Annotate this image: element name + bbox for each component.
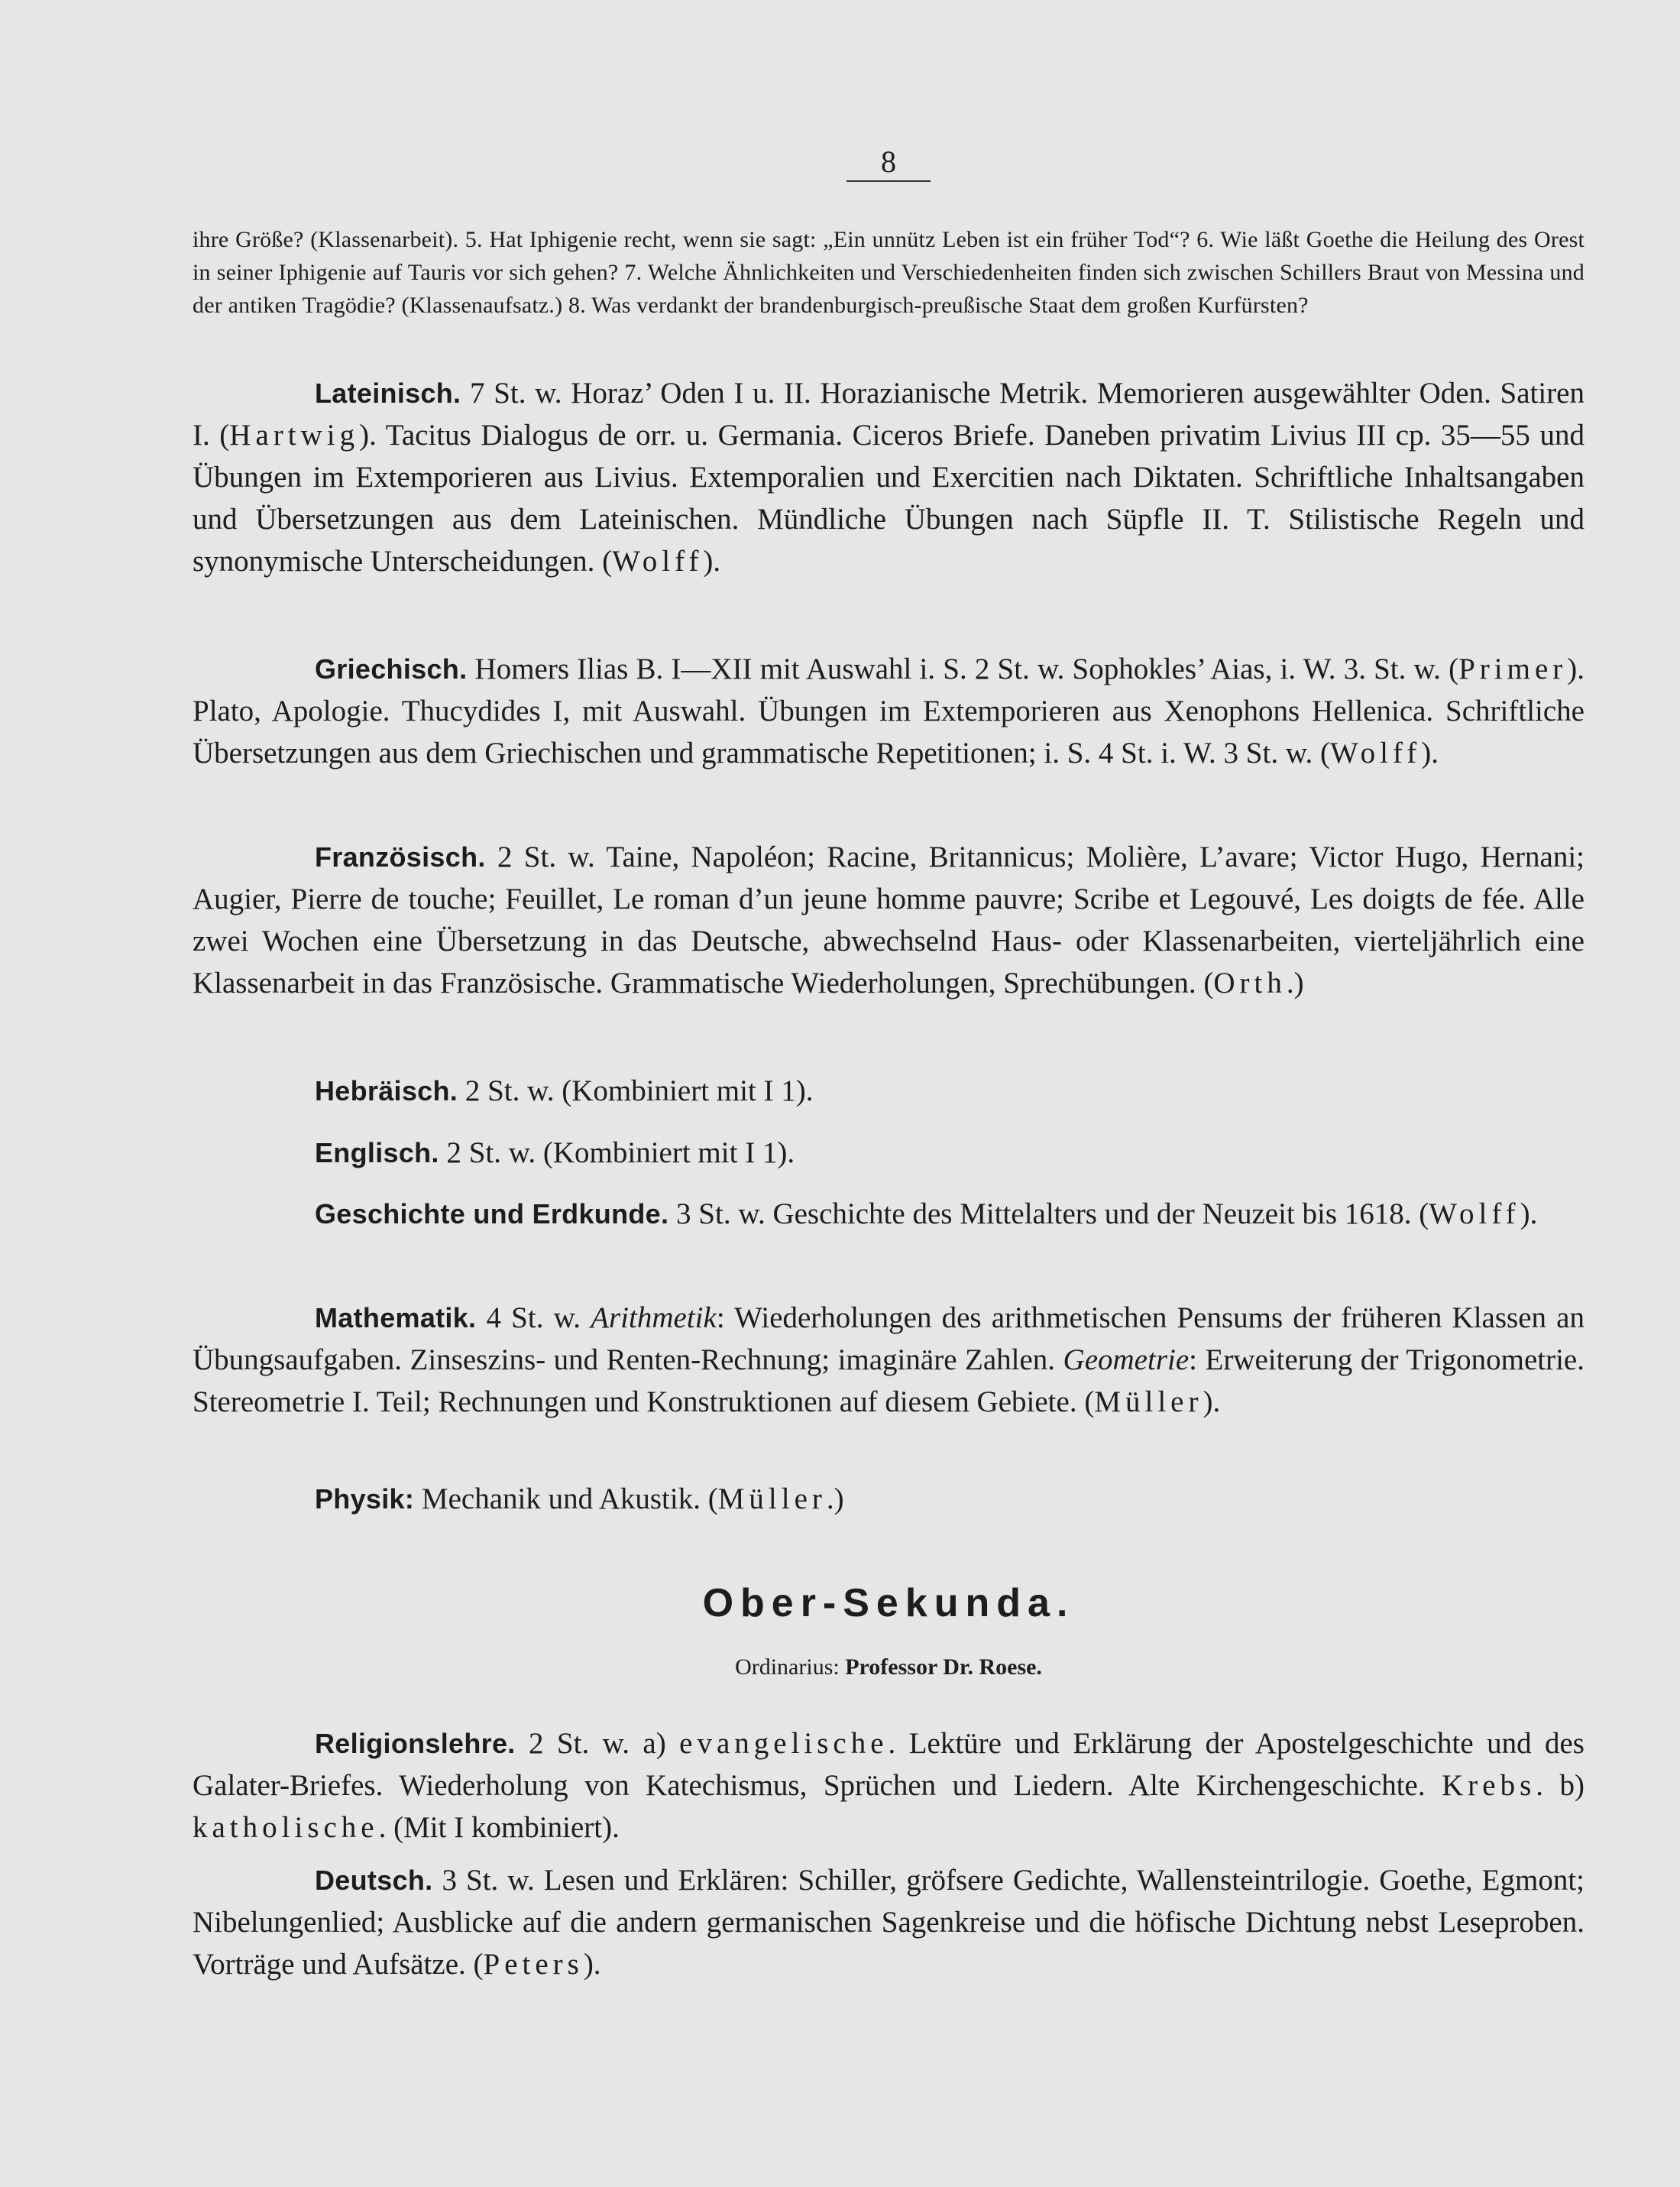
geschichte-teacher: Wolff [1429, 1197, 1520, 1230]
physik-text-2: .) [826, 1482, 844, 1515]
franzoesisch-paragraph [193, 836, 1585, 1004]
religion-text-2: . Lektüre und Erklärung der Apostelgeschichte und des Galater-Briefes. Wiederholung von Katechismus, Sprüchen und Liedern. Alte Kirchengeschichte. [193, 1727, 1585, 1802]
intro-text: ihre Größe? (Klassenarbeit). 5. Hat Iphigenie recht, wenn sie sagt: „Ein unnütz Leben ist ein früher Tod“? 6. Wie läßt Goethe die Heilung des Orest in seiner Iphigenie auf Tauris vor sich gehen? 7. Welche Ähnlichkeiten und Verschiedenheiten finden sich zwischen Schillers Braut von Messina und der antiken Tragödie? (Klassenaufsatz.) 8. Was verdankt der brandenburgisch-preußische Staat dem großen Kurfürsten? [193, 227, 1585, 318]
religion-heading: Religionslehre. [315, 1728, 516, 1759]
physik-teacher: Müller [717, 1482, 827, 1515]
physik-paragraph [193, 1478, 1585, 1520]
mathematik-heading: Mathematik. [315, 1302, 477, 1333]
hebraeisch-heading: Hebräisch. [315, 1075, 458, 1106]
religion-text-3: . b) [1536, 1769, 1585, 1802]
mathematik-paragraph [193, 1297, 1585, 1423]
hebraeisch-paragraph [193, 1070, 1585, 1112]
mathematik-arithmetik: Arithmetik [591, 1301, 717, 1334]
franzoesisch-text-1: 2 St. w. Taine, Napoléon; Racine, Britannicus; Molière, L’avare; Victor Hugo, Hernani; Augier, Pierre de touche; Feuillet, Le roman d’un jeune homme pauvre; Scribe et Legouvé, Les doigts de fée. Alle zwei Wochen eine Übersetzung in das Deutsche, abwechselnd Haus- oder Klassenarbeiten, vierteljährlich eine Klassenarbeit in das Französische. Grammatische Wiederholungen, Sprechübungen. ( [193, 841, 1585, 1000]
franzoesisch-text-2: .) [1286, 967, 1304, 1000]
religion-katholisch: katholische [193, 1811, 379, 1844]
mathematik-text-1: 4 St. w. [476, 1301, 591, 1334]
hebraeisch-text: 2 St. w. (Kombiniert mit I 1). [458, 1074, 814, 1107]
franzoesisch-heading: Französisch. [315, 841, 486, 873]
griechisch-text-2: ). Plato, Apologie. Thucydides I, mit Auswahl. Übungen im Extemporieren aus Xenophons Hellenica. Schriftliche Übersetzungen aus dem Griechischen und grammatische Repetitionen; i. S. 4 St. i. W. 3 St. w. ( [193, 653, 1585, 770]
geschichte-text-1: 3 St. w. Geschichte des Mittelalters und der Neuzeit bis 1618. ( [668, 1197, 1429, 1230]
griechisch-teacher-2: Wolff [1329, 737, 1422, 770]
latein-text-3: ). [703, 545, 721, 578]
latein-text-2: ). Tacitus Dialogus de orr. u. Germania. Ciceros Briefe. Daneben privatim Livius III cp. 35—55 und Übungen im Extemporieren aus Livius. Extemporalien und Exercitien nach Diktaten. Schriftliche Inhaltsangaben und Übersetzungen aus dem Lateinischen. Mündliche Übungen nach Süpfle II. T. Stilistische Regeln und synonymische Unterscheidungen. ( [193, 419, 1585, 578]
latein-text-1: 7 St. w. Horaz’ Oden I u. II. Horazianische Metrik. Memorieren ausgewählter Oden. Satiren I. ( [193, 377, 1585, 452]
geschichte-heading: Geschichte und Erdkunde. [315, 1198, 669, 1230]
latein-teacher-2: Wolff [612, 545, 704, 578]
religion-paragraph [193, 1722, 1585, 1848]
latein-paragraph [193, 372, 1585, 582]
section-title: Ober-Sekunda. [702, 1581, 1075, 1625]
englisch-heading: Englisch. [315, 1137, 439, 1168]
religion-teacher: Krebs [1442, 1769, 1536, 1802]
geschichte-paragraph [193, 1193, 1585, 1235]
latein-heading: Lateinisch. [315, 377, 461, 409]
latein-teacher-1: Hartwig [229, 419, 360, 452]
geschichte-text-2: ). [1520, 1197, 1538, 1230]
englisch-text: 2 St. w. (Kombiniert mit I 1). [439, 1136, 795, 1169]
deutsch-paragraph [193, 1859, 1585, 1985]
griechisch-paragraph [193, 648, 1585, 774]
deutsch-text-1: 3 St. w. Lesen und Erklären: Schiller, gröfsere Gedichte, Wallensteintrilogie. Goethe, Egmont; Nibelungenlied; Ausblicke auf die andern germanischen Sagenkreise und die höfische Dichtung nebst Leseproben. Vorträge und Aufsätze. ( [193, 1864, 1585, 1981]
franzoesisch-teacher: Orth [1213, 967, 1287, 1000]
religion-text-1: 2 St. w. a) [515, 1727, 680, 1760]
deutsch-text-2: ). [583, 1948, 601, 1981]
englisch-paragraph [193, 1132, 1585, 1174]
ordinarius-line [193, 1652, 1585, 1683]
ordinarius-label: Ordinarius: [735, 1654, 840, 1680]
mathematik-text-4: ). [1203, 1385, 1221, 1418]
griechisch-teacher-1: Primer [1458, 653, 1568, 685]
mathematik-geometrie: Geometrie [1063, 1343, 1190, 1376]
ordinarius-name: Professor Dr. Roese. [845, 1654, 1042, 1680]
deutsch-teacher: Peters [483, 1948, 584, 1981]
griechisch-text-3: ). [1421, 737, 1439, 770]
physik-heading: Physik: [315, 1483, 415, 1515]
religion-evangelisch: evangelische [679, 1727, 889, 1760]
mathematik-text-2: : Wiederholungen des arithmetischen Pensums der früheren Klassen an Übungsaufgaben. Zinseszins- und Renten-Rechnung; imaginäre Zahlen. [193, 1301, 1585, 1376]
griechisch-text-1: Homers Ilias B. I—XII mit Auswahl i. S. 2 St. w. Sophokles’ Aias, i. W. 3. St. w. ( [467, 653, 1459, 685]
mathematik-teacher: Müller [1094, 1385, 1203, 1418]
religion-text-4: . (Mit I kombiniert). [378, 1811, 620, 1844]
physik-text-1: Mechanik und Akustik. ( [414, 1482, 718, 1515]
intro-paragraph [193, 223, 1585, 322]
deutsch-heading: Deutsch. [315, 1865, 433, 1896]
page-number: 8 [846, 144, 931, 182]
mathematik-text-3: : Erweiterung der Trigonometrie. Stereometrie I. Teil; Rechnungen und Konstruktionen auf diesem Gebiete. ( [193, 1343, 1585, 1418]
griechisch-heading: Griechisch. [315, 653, 468, 685]
